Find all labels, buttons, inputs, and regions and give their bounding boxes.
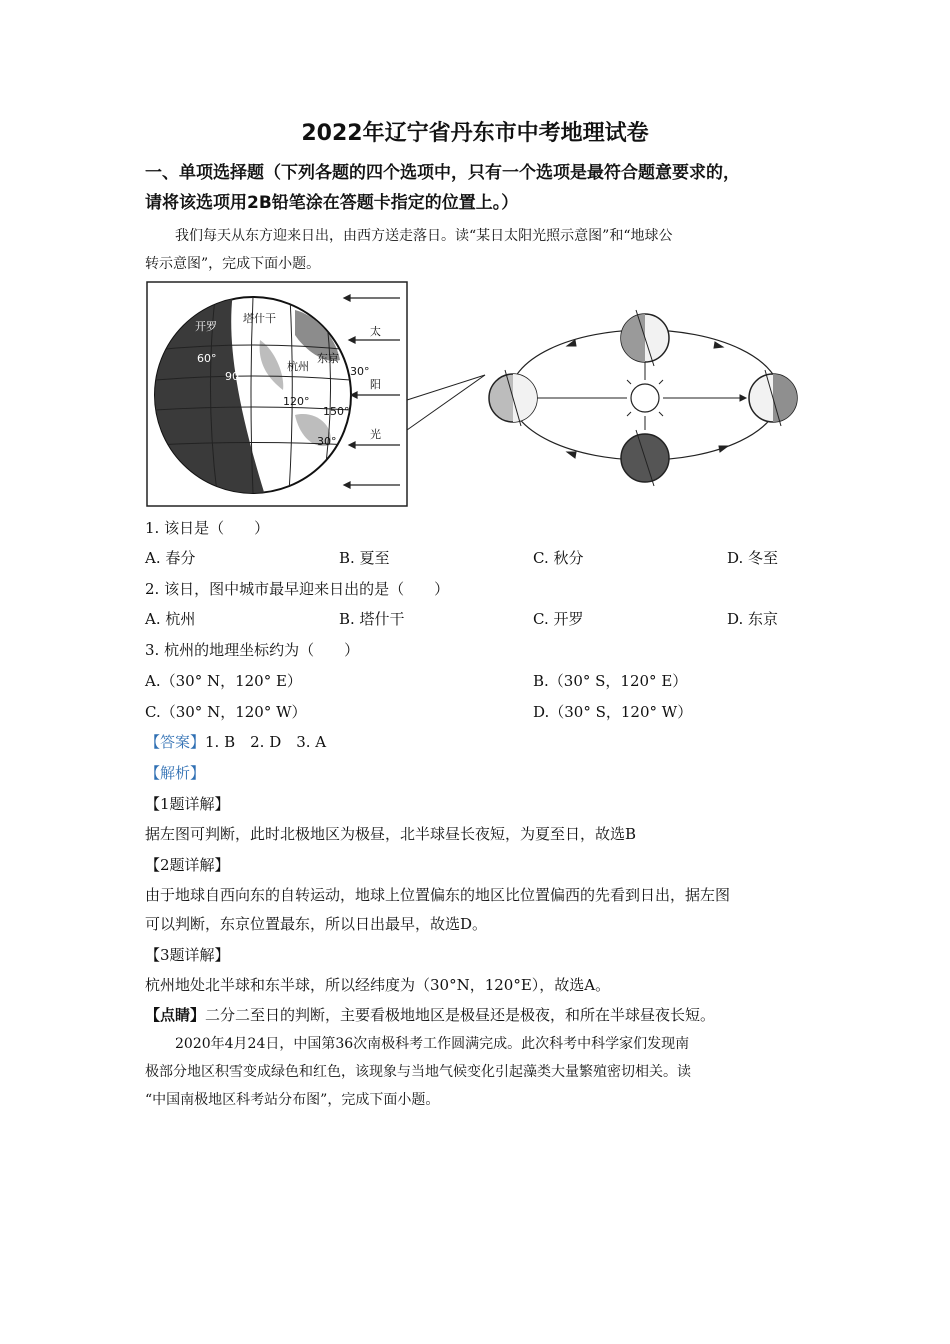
intro-paragraph-2 xyxy=(145,1030,810,1114)
intro-paragraph-1 xyxy=(145,222,810,278)
longitude-90-label: 90° xyxy=(225,370,245,383)
q3-option-b[interactable]: B.（30° S，120° E） xyxy=(533,672,688,690)
detail-2-text-line2: 可以判断，东京位置最东，所以日出最早，故选D。 xyxy=(145,915,488,933)
answer-text: 1. B 2. D 3. A xyxy=(205,733,327,751)
q3-option-c[interactable]: C.（30° N，120° W） xyxy=(145,703,307,721)
intro2-line2: 极部分地区积雪变成绿色和红色，该现象与当地气候变化引起藻类大量繁殖密切相关。读 xyxy=(145,1064,691,1080)
earth-orbit-diagram xyxy=(489,310,797,486)
q1-option-a[interactable]: A. 春分 xyxy=(145,549,196,567)
intro2-line3: “中国南极地区科考站分布图”，完成下面小题。 xyxy=(145,1092,440,1108)
section-heading xyxy=(145,158,825,218)
detail-1-text: 据左图可判断，此时北极地区为极昼，北半球昼长夜短，为夏至日，故选B xyxy=(145,825,637,843)
tip-text: 二分二至日的判断，主要看极地地区是极昼还是极夜，和所在半球昼夜长短。 xyxy=(205,1006,716,1024)
section-heading-line2: 请将该选项用2B铅笔涂在答题卡指定的位置上。） xyxy=(145,193,519,213)
city-cairo-label: 开罗 xyxy=(195,320,217,333)
latitude-30s-label: 30° xyxy=(317,435,337,448)
q3-option-a[interactable]: A.（30° N，120° E） xyxy=(145,672,302,690)
figure-sunlight-and-orbit xyxy=(145,280,805,508)
sunlight-label-1: 太 xyxy=(370,325,381,338)
sunlight-label-2: 阳 xyxy=(370,378,381,391)
longitude-150-label: 150° xyxy=(323,405,350,418)
answer-label: 【答案】 xyxy=(145,733,206,751)
q2-option-a[interactable]: A. 杭州 xyxy=(145,610,196,628)
section-heading-line1: 一、单项选择题（下列各题的四个选项中，只有一个选项是最符合题意要求的， xyxy=(145,163,740,183)
intro1-line1: 我们每天从东方迎来日出，由西方送走落日。读“某日太阳光照示意图”和“地球公 xyxy=(175,228,673,244)
question-1-stem: 1. 该日是（ ） xyxy=(145,519,270,537)
latitude-30n-label: 30° xyxy=(350,365,370,378)
city-tokyo-label: 东京 xyxy=(317,352,339,365)
earth-position-left xyxy=(489,370,537,426)
q2-option-d[interactable]: D. 东京 xyxy=(727,610,779,628)
page-title: 2022年辽宁省丹东市中考地理试卷 xyxy=(301,121,649,146)
sunlight-illumination-diagram xyxy=(145,280,485,508)
detail-2-text-line1: 由于地球自西向东的自转运动，地球上位置偏东的地区比位置偏西的先看到日出，据左图 xyxy=(145,886,731,904)
question-3-stem: 3. 杭州的地理坐标约为（ ） xyxy=(145,641,360,659)
city-tashkent-label: 塔什干 xyxy=(243,312,276,325)
detail-3-heading: 【3题详解】 xyxy=(145,946,230,964)
intro1-line2: 转示意图”，完成下面小题。 xyxy=(145,256,321,272)
tip-label: 【点睛】 xyxy=(145,1006,206,1024)
q1-option-b[interactable]: B. 夏至 xyxy=(339,549,390,567)
city-hangzhou-label: 杭州 xyxy=(287,360,309,373)
sunlight-label-3: 光 xyxy=(370,428,381,441)
earth-position-top xyxy=(621,310,669,366)
latitude-60-label: 60° xyxy=(197,352,217,365)
intro2-line1: 2020年4月24日，中国第36次南极科考工作圆满完成。此次科考中科学家们发现南 xyxy=(175,1036,690,1052)
answer-line xyxy=(145,731,326,753)
q3-option-d[interactable]: D.（30° S，120° W） xyxy=(533,703,693,721)
callout-line-top xyxy=(407,375,485,400)
q1-option-d[interactable]: D. 冬至 xyxy=(727,549,779,567)
tip-line xyxy=(145,1004,715,1026)
longitude-120-label: 120° xyxy=(283,395,310,408)
earth-position-right xyxy=(749,370,797,426)
earth-position-bottom xyxy=(621,430,669,486)
detail-1-heading: 【1题详解】 xyxy=(145,795,230,813)
detail-3-text: 杭州地处北半球和东半球，所以经纬度为（30°N，120°E），故选A。 xyxy=(145,976,611,994)
q2-option-b[interactable]: B. 塔什干 xyxy=(339,610,405,628)
detail-2-heading: 【2题详解】 xyxy=(145,856,230,874)
callout-line-bottom xyxy=(407,375,485,430)
analysis-label: 【解析】 xyxy=(145,764,206,782)
q1-option-c[interactable]: C. 秋分 xyxy=(533,549,584,567)
q2-option-c[interactable]: C. 开罗 xyxy=(533,610,584,628)
sunlight-arrows xyxy=(344,295,400,488)
question-2-stem: 2. 该日，图中城市最早迎来日出的是（ ） xyxy=(145,580,450,598)
